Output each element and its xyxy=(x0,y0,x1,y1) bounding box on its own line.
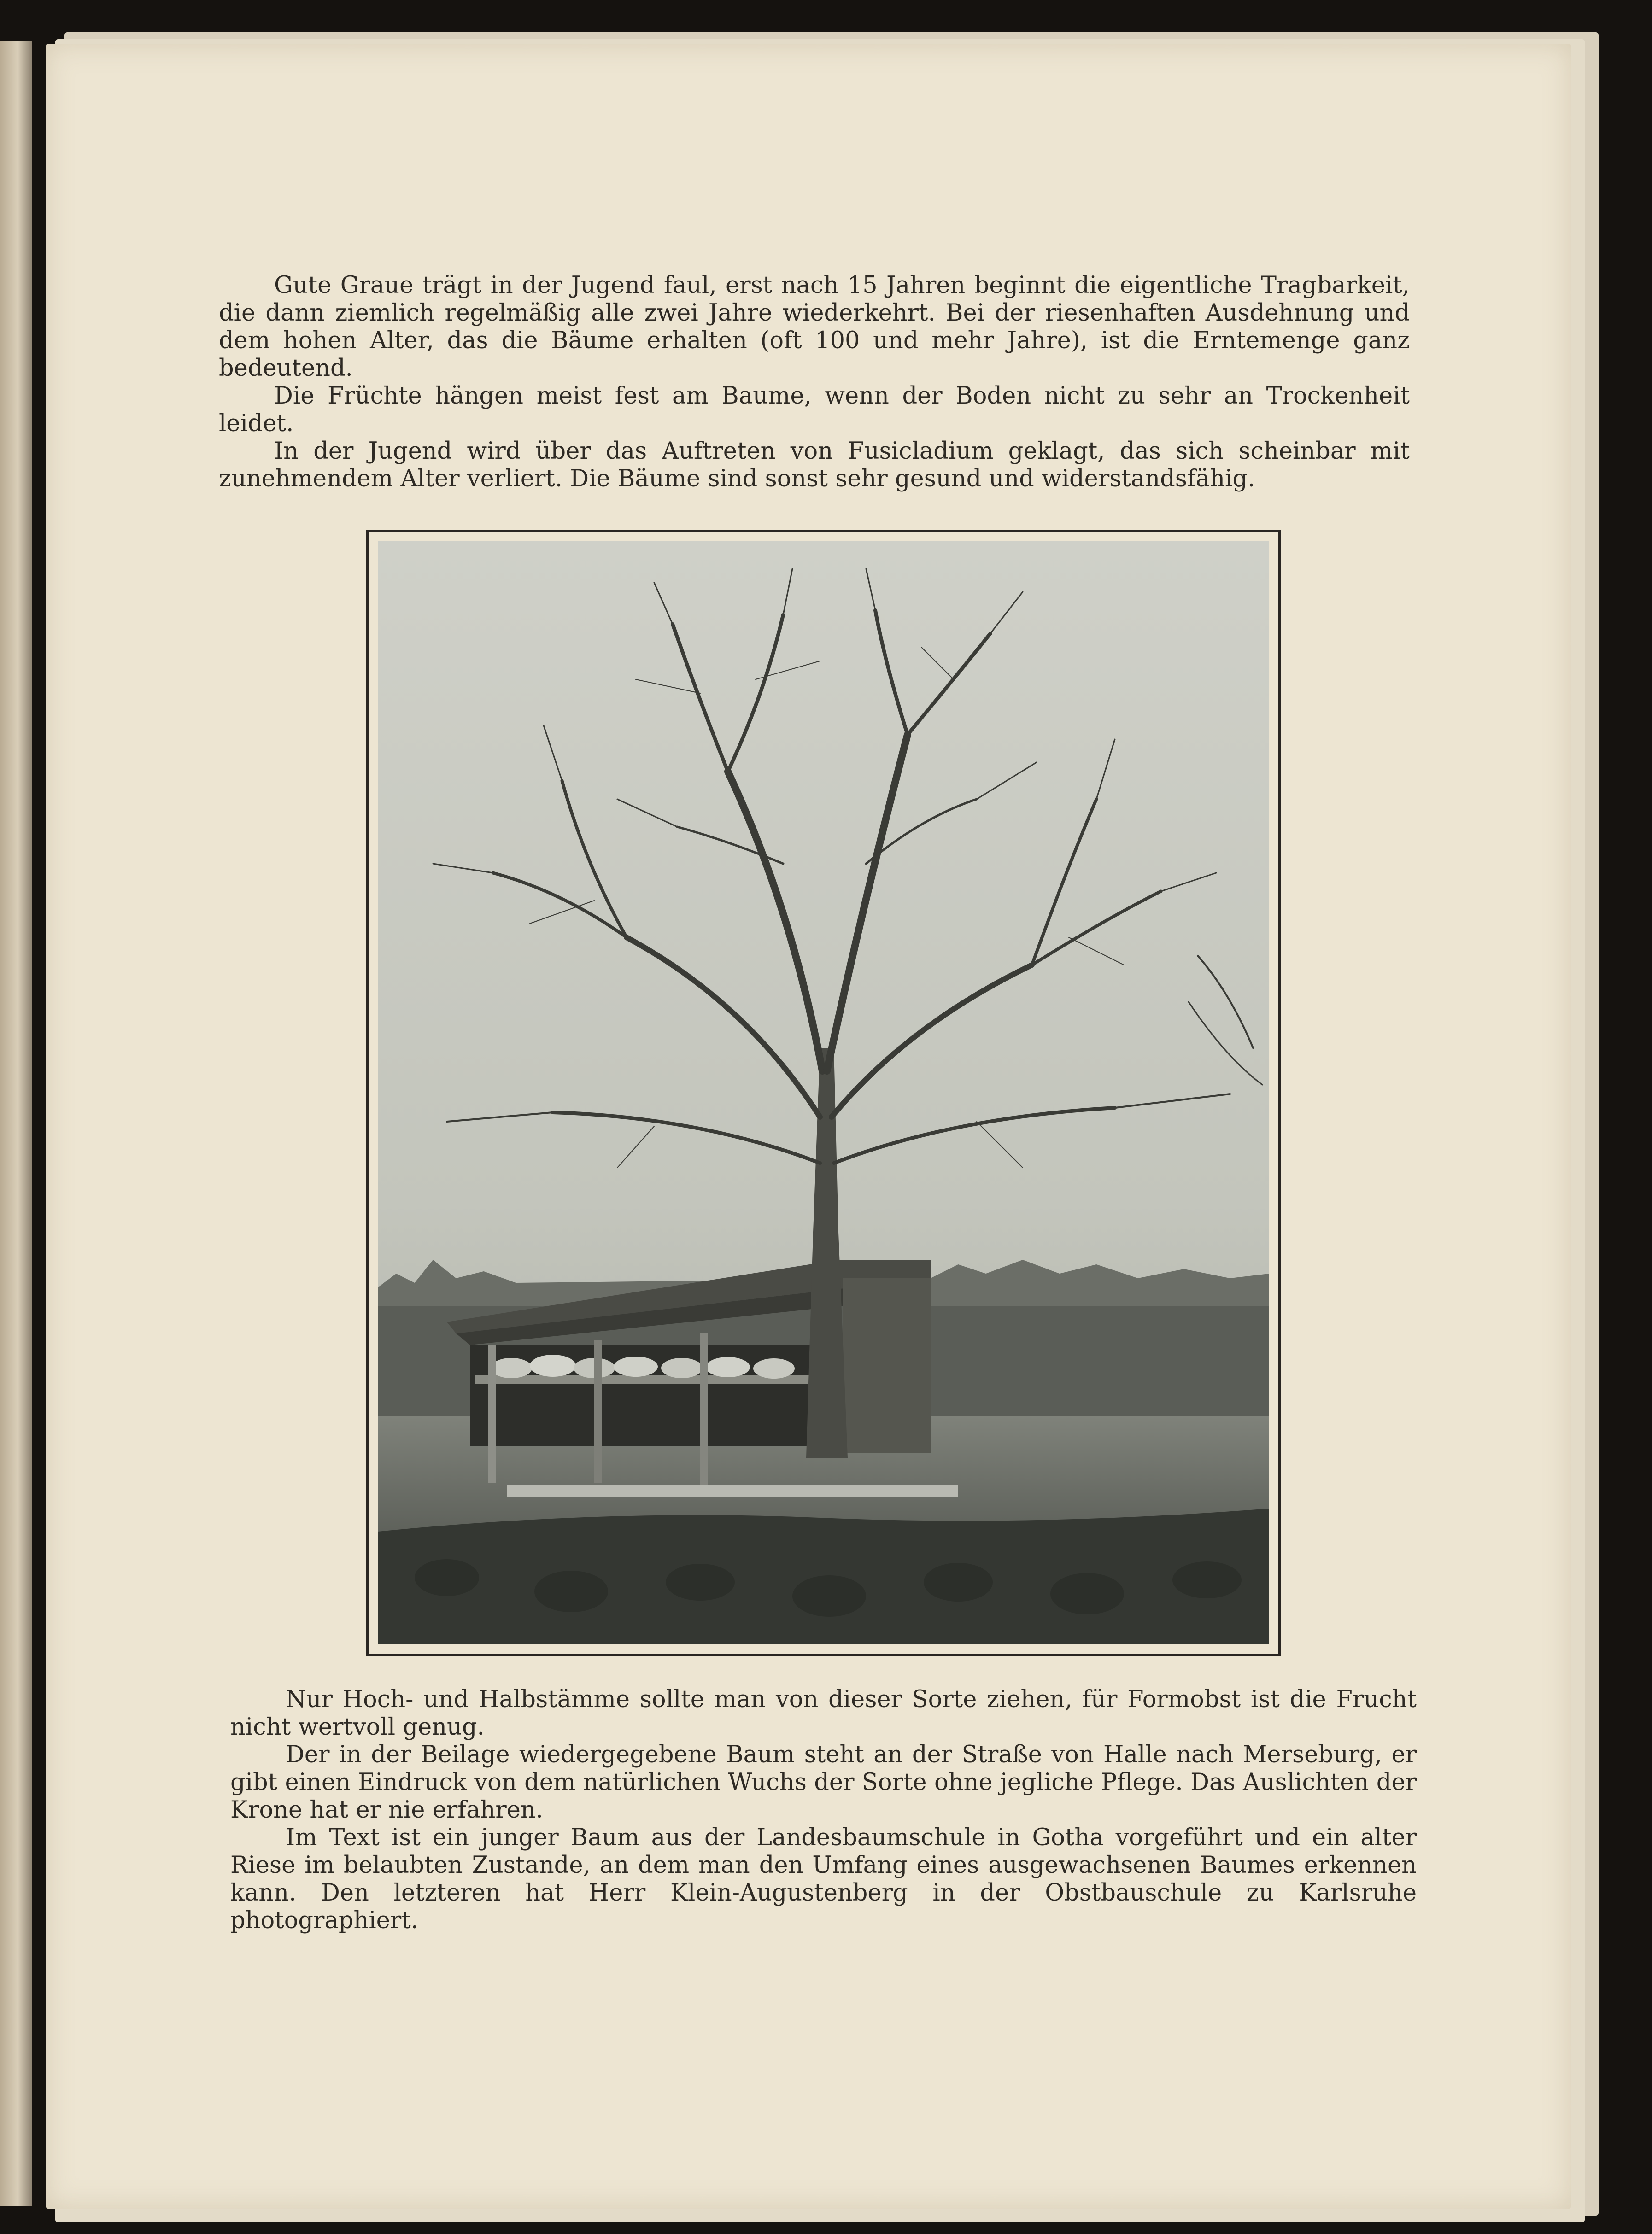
paragraph-beilage: Der in der Beilage wiedergegebene Baum steht an der Straße von Halle nach Merseburg, er gibt einen Eindruck von dem natürlichen Wuchs der Sorte ohne jegliche Pflege. Das Auslichten der Krone hat er nie erfahren. xyxy=(230,1741,1417,1824)
left-page-edge xyxy=(0,41,32,2206)
paragraph-fruechte: Die Früchte hängen meist fest am Baume, wenn der Boden nicht zu sehr an Trockenheit leidet. xyxy=(219,382,1410,437)
paragraph-fusicladium: In der Jugend wird über das Auftreten von Fusicladium geklagt, das sich scheinbar mit zunehmendem Alter verliert. Die Bäume sind sonst sehr gesund und widerstandsfähig. xyxy=(219,438,1410,492)
top-text-block xyxy=(219,272,1410,493)
book-page xyxy=(46,44,1571,2209)
tree-photograph xyxy=(366,530,1281,1656)
paragraph-hochstaemme: Nur Hoch- und Halbstämme sollte man von dieser Sorte ziehen, für Formobst ist die Frucht nicht wertvoll genug. xyxy=(230,1686,1417,1741)
paragraph-landesbaumschule: Im Text ist ein junger Baum aus der Landesbaumschule in Gotha vorgeführt und ein alter Riese im belaubten Zustande, an dem man den Umfang eines ausgewachsenen Baumes erkennen kann. Den letzteren hat Herr Klein-Augustenberg in der Obstbauschule zu Karlsruhe photographiert. xyxy=(230,1824,1417,1934)
bottom-text-block xyxy=(230,1686,1417,1935)
tree-photo-image xyxy=(378,541,1269,1644)
paragraph-tragbarkeit: Gute Graue trägt in der Jugend faul, erst nach 15 Jahren beginnt die eigentliche Tragbarkeit, die dann ziemlich regelmäßig alle zwei Jahre wiederkehrt. Bei der riesenhaften Ausdehnung und dem hohen Alter, das die Bäume erhalten (oft 100 und mehr Jahre), ist die Erntemenge ganz bedeutend. xyxy=(219,272,1410,382)
